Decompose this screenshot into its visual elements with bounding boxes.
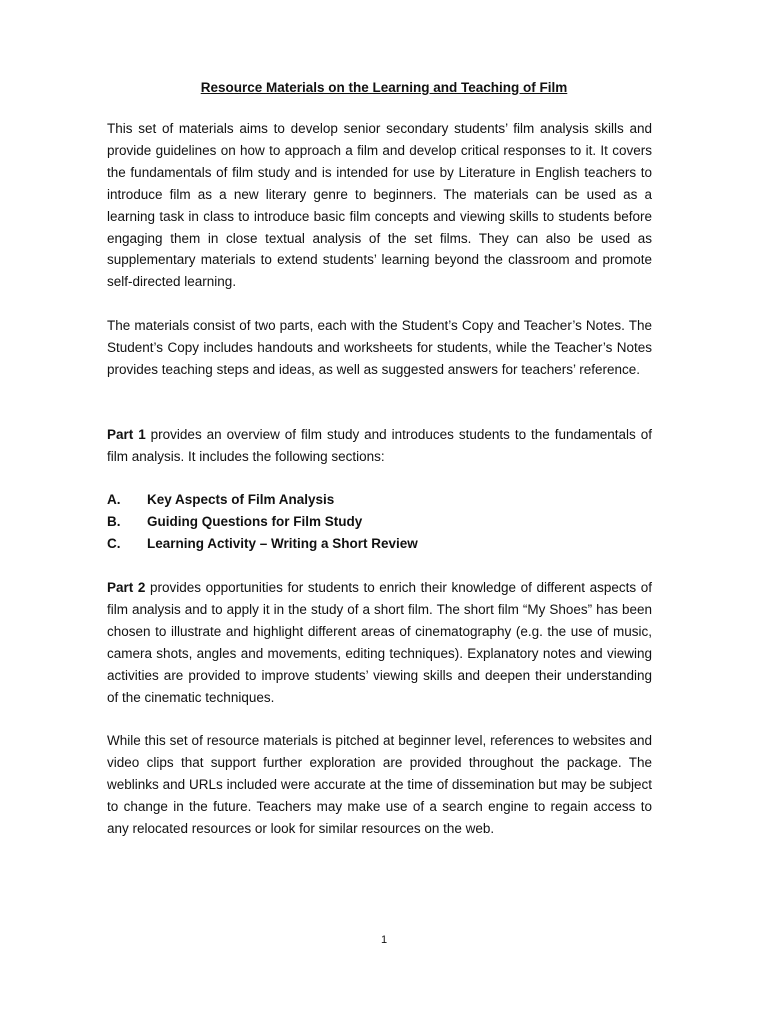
part2-text: provides opportunities for students to enrich their knowledge of different aspects of film analysis and to apply it in the study of a short film. The short film “My Shoes” has been chosen to illustrate and highlight different areas of cinematography (e.g. the use of music, camera shots, angles and movements, editing techniques). Explanatory notes and viewing activities are provided to improve students’ viewing skills and deepen their understanding of the cinematic techniques. [107,580,652,705]
page-number: 1 [380,934,388,946]
part2-label: Part 2 [107,580,146,595]
part1-paragraph [107,424,652,468]
part2-paragraph [107,577,652,708]
list-item [107,511,652,533]
part1-label: Part 1 [107,427,146,442]
document-title: Resource Materials on the Learning and Teaching of Film [200,80,568,95]
list-item [107,533,652,555]
section-letter: B. [107,514,121,529]
intro-paragraph: This set of materials aims to develop senior secondary students’ film analysis skills and provide guidelines on how to approach a film and develop critical responses to it. It covers the fundamentals of film study and is intended for use by Literature in English teachers to introduce film as a new literary genre to beginners. The materials can be used as a learning task in class to introduce basic film concepts and viewing skills to students before engaging them in close textual analysis of the set films. They can also be used as supplementary materials to extend students’ learning beyond the classroom and promote self-directed learning. [107,121,652,290]
materials-paragraph: The materials consist of two parts, each with the Student’s Copy and Teacher’s Notes. The Student’s Copy includes handouts and worksheets for students, while the Teacher’s Notes provides teaching steps and ideas, as well as suggested answers for teachers’ reference. [107,318,652,377]
list-item [107,489,652,511]
section-title: Guiding Questions for Film Study [147,514,363,529]
section-title: Learning Activity – Writing a Short Review [147,536,418,551]
section-list [107,489,652,555]
section-title: Key Aspects of Film Analysis [147,492,335,507]
closing-paragraph: While this set of resource materials is pitched at beginner level, references to websites and video clips that support further exploration are provided throughout the package. The weblinks and URLs included were accurate at the time of dissemination but may be subject to change in the future. Teachers may make use of a search engine to regain access to any relocated resources or look for similar resources on the web. [107,733,652,836]
section-letter: A. [107,492,121,507]
part1-text: provides an overview of film study and introduces students to the fundamentals of film analysis. It includes the following sections: [107,427,652,464]
section-letter: C. [107,536,121,551]
